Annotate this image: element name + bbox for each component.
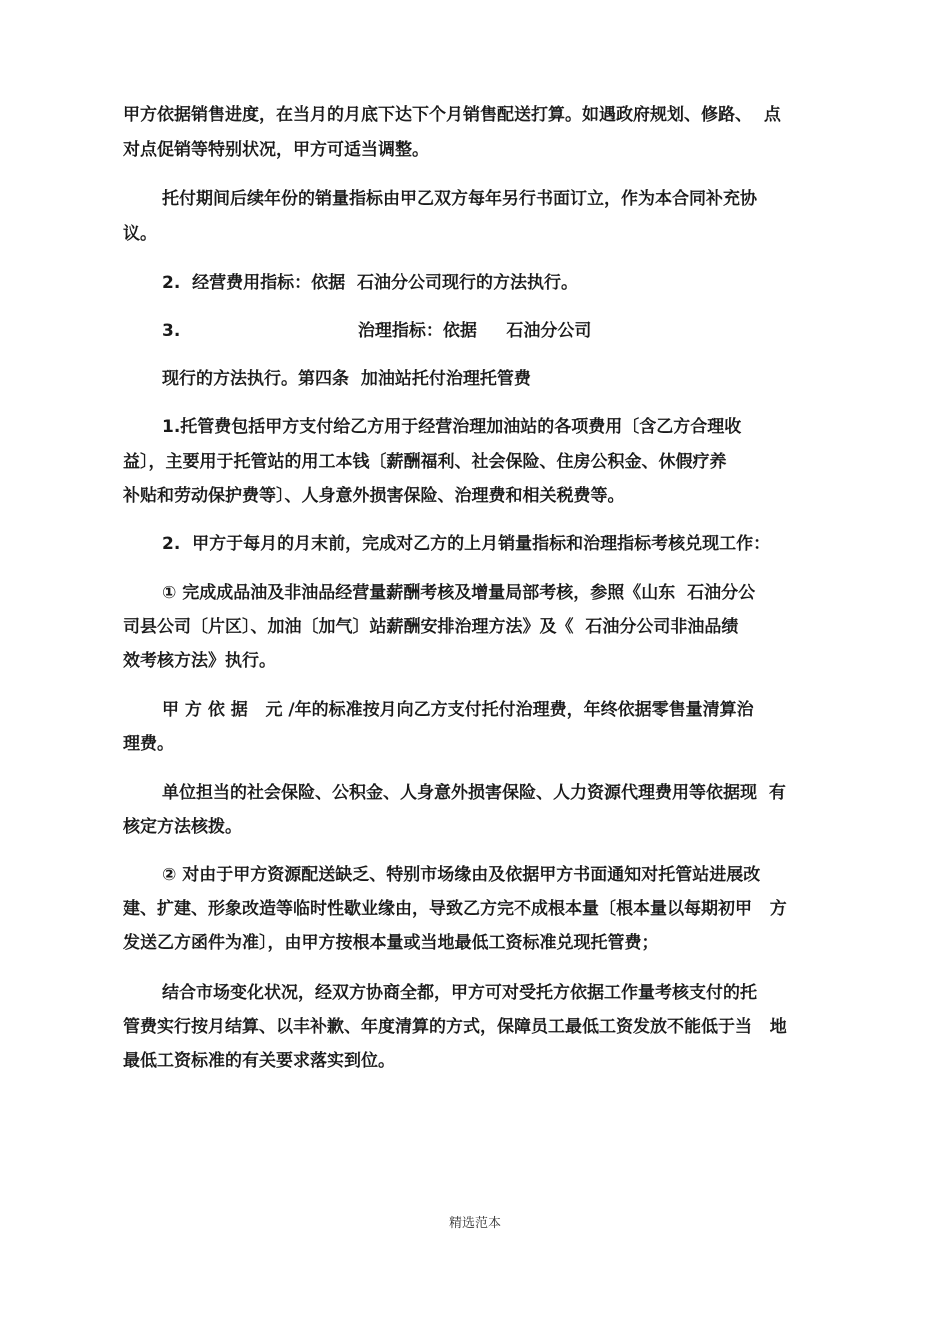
text-line: 甲方依据销售进度，在当月的月底下达下个月销售配送打算。如遇政府规划、修路、 点 xyxy=(123,105,781,125)
text-line: 最低工资标准的有关要求落实到位。 xyxy=(123,1051,395,1071)
text-line: 单位担当的社会保险、公积金、人身意外损害保险、人力资源代理费用等依据现 有 xyxy=(162,783,786,803)
text-line: 建、扩建、形象改造等临时性歇业缘由，导致乙方完不成根本量〔根本量以每期初甲 方 xyxy=(123,899,787,919)
text-line: 核定方法核拨。 xyxy=(123,817,242,837)
text-line: 理费。 xyxy=(123,734,174,754)
text-line: 2. 经营费用指标：依据 石油分公司现行的方法执行。 xyxy=(162,273,578,293)
text-line: 结合市场变化状况，经双方协商全都，甲方可对受托方依据工作量考核支付的托 xyxy=(162,983,757,1003)
text-line: 对点促销等特别状况，甲方可适当调整。 xyxy=(123,140,429,160)
text-line: 议。 xyxy=(123,224,157,244)
text-line: ② 对由于甲方资源配送缺乏、特别市场缘由及依据甲方书面通知对托管站进展改 xyxy=(162,865,761,885)
text-line: 发送乙方函件为准〕，由甲方按根本量或当地最低工资标准兑现托管费； xyxy=(123,933,659,953)
text-line: 现行的方法执行。第四条 加油站托付治理托管费 xyxy=(162,369,531,389)
text-line: 益〕，主要用于托管站的用工本钱〔薪酬福利、社会保险、住房公积金、休假疗养 xyxy=(123,452,727,472)
text-line: 1.托管费包括甲方支付给乙方用于经营治理加油站的各项费用〔含乙方合理收 xyxy=(162,417,742,437)
text-line: 2. 甲方于每月的月末前，完成对乙方的上月销量指标和治理指标考核兑现工作： xyxy=(162,534,771,554)
text-line: 托付期间后续年份的销量指标由甲乙双方每年另行书面订立，作为本合同补充协 xyxy=(162,189,757,209)
text-line: 司县公司〔片区〕、加油〔加气〕站薪酬安排治理方法》及《 石油分公司非油品绩 xyxy=(123,617,739,637)
text-line: 3. 治理指标：依据 石油分公司 xyxy=(162,321,592,341)
text-line: 甲 方 依 据 元 /年的标准按月向乙方支付托付治理费，年终依据零售量清算治 xyxy=(162,700,754,720)
page-footer: 精选范本 xyxy=(448,1216,501,1231)
text-line: 补贴和劳动保护费等〕、人身意外损害保险、治理费和相关税费等。 xyxy=(123,486,625,506)
text-line: 管费实行按月结算、以丰补歉、年度清算的方式，保障员工最低工资发放不能低于当 地 xyxy=(123,1017,787,1037)
text-line: 效考核方法》执行。 xyxy=(123,651,276,671)
text-line: ① 完成成品油及非油品经营量薪酬考核及增量局部考核，参照《山东 石油分公 xyxy=(162,583,756,603)
